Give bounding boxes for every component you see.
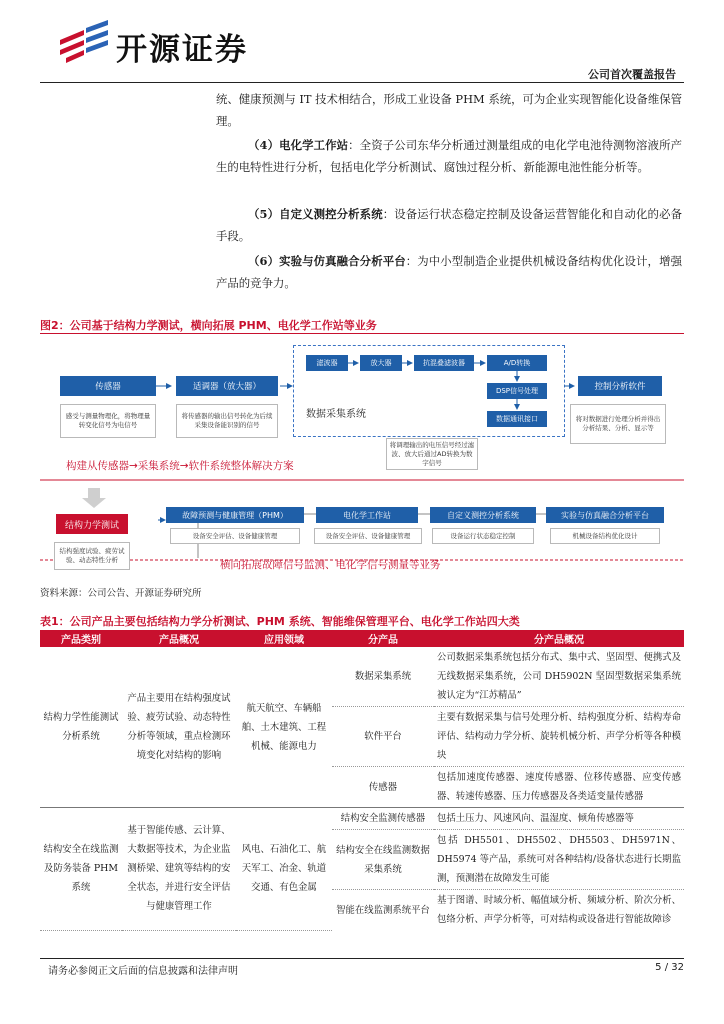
subproduct-desc-cell: 主要有数据采集与信号处理分析、结构强度分析、结构寿命评估、结构动力学分析、旋转机械分析、声学分析等各种模块 [434,707,684,767]
daq-filter: 滤波器 [306,355,348,371]
paragraph-label: （4）电化学工作站 [248,138,349,152]
paragraph-custom-control [216,203,682,247]
figure-title: 图2：公司基于结构力学测试，横向拓展 PHM、电化学工作站等业务 [40,319,377,332]
header-divider [40,82,684,83]
daq-antialias: 抗混叠滤波器 [414,355,474,371]
figure-source: 资料来源：公司公告、开源证券研究所 [40,588,202,599]
daq-dsp: DSP信号处理 [487,383,547,399]
paragraph-label: （6）实验与仿真融合分析平台 [248,254,406,268]
expansion-statement: 横向拓展故障信号监测、电化学信号测量等业务 [220,559,441,571]
category-electrochem: 电化学工作站 [316,507,418,523]
table-header-cell: 分产品概况 [434,630,684,647]
daq-amplifier: 放大器 [360,355,402,371]
subproduct-cell: 智能在线监测系统平台 [336,904,430,916]
company-logo-icon [58,20,110,64]
table-header-cell: 产品类别 [40,630,122,647]
paragraph-simulation [216,250,682,294]
software-desc: 将对数据进行处理分析并得出分析结果、分析、显示等 [570,404,666,444]
fields-cell: 航天航空、车辆船舶、土木建筑、工程机械、能源电力 [236,647,332,808]
category-phm-detail: 设备安全评估、设备健康管理 [170,528,300,544]
conditioner-desc: 将传感器的输出信号转化为后续采集设备能识别的信号 [176,404,278,438]
table-row [40,647,684,707]
subproduct-cell: 结构安全监测传感器 [332,808,434,830]
product-table [40,630,684,931]
sensor-box: 传感器 [60,376,156,396]
company-logo-text: 开源证券 [116,32,248,68]
paragraph-text: ：设备运行状态稳定控制及设备运营智能化和自动化的必备手段。 [216,207,682,243]
conditioner-box: 适调器（放大器） [176,376,278,396]
report-type: 公司首次覆盖报告 [588,68,676,81]
subproduct-cell: 软件平台 [332,707,434,767]
subproduct-desc-cell: 包括土压力、风速风向、温湿度、倾角传感器等 [434,808,684,830]
subproduct-cell: 数据采集系统 [332,647,434,707]
table-header-cell: 分产品 [332,630,434,647]
fields-cell: 风电、石油化工、航天军工、冶金、轨道交通、有色金属 [236,808,332,931]
category-electrochem-detail: 设备安全评估、设备健康管理 [314,528,422,544]
paragraph-label: （5）自定义测控分析系统 [248,207,383,221]
footer-divider [40,958,684,959]
category-cell: 结构力学性能测试分析系统 [40,647,122,808]
footer-disclaimer: 请务必参阅正文后面的信息披露和法律声明 [48,966,238,977]
overview-cell: 基于智能传感、云计算、大数据等技术，为企业监测桥梁、建筑等结构的安全状态，并进行安全评估与健康管理工作 [122,808,236,931]
software-box: 控制分析软件 [578,376,662,396]
daq-label: 数据采集系统 [306,409,366,420]
category-custom: 自定义测控分析系统 [430,507,536,523]
paragraph-text: 统、健康预测与 IT 技术相结合，形成工业设备 PHM 系统，可为企业实现智能化设备维保管理。 [216,92,682,128]
subproduct-cell: 传感器 [332,767,434,808]
subproduct-desc-cell: 公司数据采集系统包括分布式、集中式、坚固型、便携式及无线数据采集系统，公司 DH5902N 坚固型数据采集系统被认定为“江苏精品” [434,647,684,707]
integration-statement: 构建从传感器→采集系统→软件系统整体解决方案 [66,460,294,472]
paragraph-text: ：全资子公司东华分析通过测量组成的电化学电池待测物溶液所产生的电特性进行分析，包括电化学分析测试、腐蚀过程分析、新能源电池性能分析等。 [216,138,682,174]
category-simulation-detail: 机械设备结构优化设计 [550,528,660,544]
subproduct-cell: 结构安全在线监测数据采集系统 [332,830,434,890]
daq-adc: A/D转换 [487,355,547,371]
paragraph-text: ：为中小型制造企业提供机械设备结构优化设计，增强产品的竞争力。 [216,254,682,290]
structure-test-box: 结构力学测试 [56,514,128,534]
category-phm: 故障预测与健康管理（PHM） [166,507,304,523]
sensor-desc: 感受与测量物理化，将物理量转变化信号为电信号 [60,404,156,438]
subproduct-desc-cell: 包括 DH5501、DH5502、DH5503、DH5971N、DH5974 等产品，系统可对各种结构/设备状态进行长期监测，预测潜在故障发生可能 [434,830,684,890]
structure-test-desc: 结构强度试验、疲劳试验、动态特性分析 [54,542,130,570]
figure-rule [40,333,684,334]
paragraph-electrochemical [216,134,682,178]
overview-cell: 产品主要用在结构强度试验、疲劳试验、动态特性分析等领域，重点检测环境变化对结构的影响 [122,647,236,808]
table-row [40,808,684,830]
daq-note: 将调理输出的电压信号经过滤波、放大后通过AD转换为数字信号 [386,438,478,470]
daq-comm: 数据通讯接口 [487,411,547,427]
paragraph-phm [216,88,682,132]
category-simulation: 实验与仿真融合分析平台 [546,507,664,523]
table-header-cell: 产品概况 [122,630,236,647]
table-header-cell: 应用领域 [236,630,332,647]
page-number: 5 / 32 [655,962,684,973]
subproduct-desc-cell: 基于图谱、时域分析、幅值域分析、频域分析、阶次分析、包络分析、声学分析等，可对结构或设备进行智能故障诊 [437,895,681,925]
category-custom-detail: 设备运行状态稳定控制 [432,528,534,544]
category-cell: 结构安全在线监测及防务装备 PHM 系统 [40,808,122,931]
table-title: 表1：公司产品主要包括结构力学分析测试、PHM 系统、智能维保管理平台、电化学工作站四大类 [40,615,520,628]
subproduct-desc-cell: 包括加速度传感器、速度传感器、位移传感器、应变传感器、转速传感器、压力传感器及各类适变量传感器 [434,767,684,808]
